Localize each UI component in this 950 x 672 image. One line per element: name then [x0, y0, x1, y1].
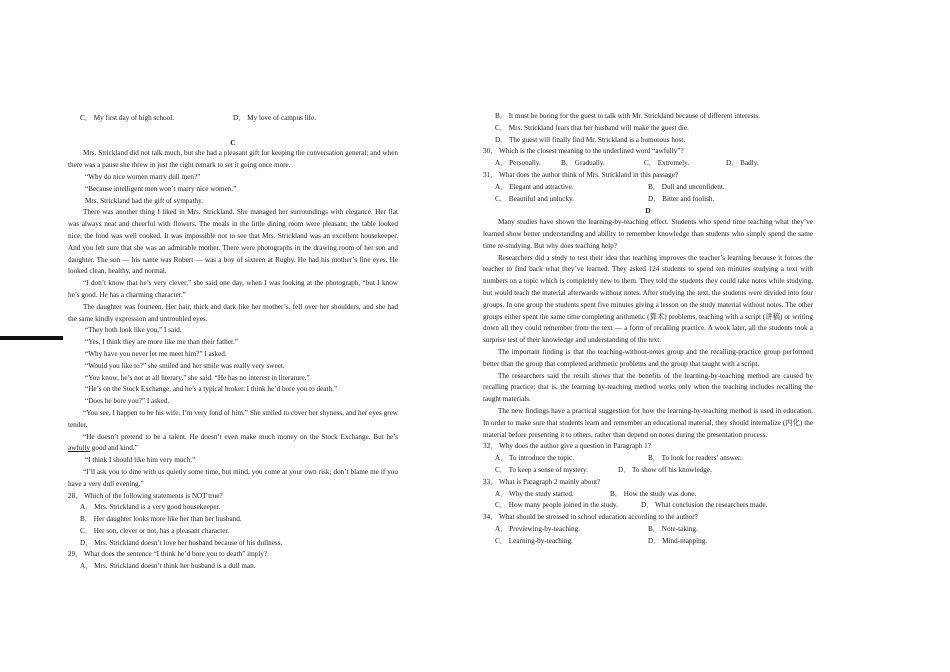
question-31: 31． What does the author think of Mrs. Strickland in this passage?: [483, 170, 679, 179]
dialogue-line: “Why have you never let me meet him?” I asked.: [85, 349, 227, 358]
option: B． Gradually.: [561, 159, 605, 168]
dialogue-line: Mrs. Strickland had the gift of sympathy.: [85, 196, 204, 205]
passage-paragraph: Many studies have shown the learning-by-teaching effect. Students who spend time teaching what they’ve learned show better understanding and ability to remember knowledge than students who simply spend the same time re-studying. But why does teaching help?: [483, 218, 813, 250]
dialogue-line: “I think I should like him very much.”: [85, 456, 196, 465]
prev-options: [68, 113, 398, 125]
option: B． To look for readers’ answer.: [648, 454, 742, 463]
option: A． Mrs. Strickland is a very good housekeeper.: [80, 503, 221, 512]
option: A． Why the study started.: [495, 489, 574, 498]
passage-paragraph: The important finding is that the teaching-without-notes group and the recalling-practice group performed better than the group that completed arithmetic problems and the group that taught with a script.: [483, 347, 813, 368]
option: D． The guest will finally find Mr. Strickland is a humorous host.: [495, 135, 686, 144]
passage-paragraph: The new findings have a practical suggestion for how the learning-by-teaching method is used in education. In order to make sure that students learn and remember an educational material, they should internalize (内化) the material before presenting it to others, rather than depend on notes during the presentation process.: [483, 406, 813, 439]
question-33: 33． What is Paragraph 2 mainly about?: [483, 477, 601, 486]
left-column: [68, 113, 398, 573]
margin-bar: [0, 336, 63, 340]
dialogue-line: “You know, he’s not at all literary,” she said. “He has no interest in literature.”: [85, 373, 310, 382]
option: A． To introduce the topic.: [495, 454, 575, 463]
passage-paragraph: Researchers did a study to test their idea that teaching improves the teacher’s learning because it forces the teacher to find back what they’ve learned. They asked 124 students to spend ten minutes studying a text with numbers on a topic which is completely new to them. They told the students they could take notes while studying, but would teach the material afterwards without notes. After studying the text, the students were divided into four groups. In one group the students spent five minutes giving a lesson on the study material without notes. The other groups either spent the same time completing arithmetic (算术) problems, teaching with a script (讲稿) or writing down all they could remember from the text — a form of recalling practice. A week later, all the students took a surprise test of their knowledge and understanding of the text.: [483, 253, 813, 345]
question-29: 29． What does the sentence “I think he’d bore you to death” imply?: [68, 550, 268, 559]
question-30-options: [483, 158, 813, 170]
option: B． Dull and unconfident.: [648, 182, 725, 191]
option: C． Her son, clever or not, has a pleasant character.: [80, 526, 230, 535]
option: B． It must be boring for the guest to talk with Mr. Strickland because of different interests.: [495, 112, 760, 120]
option: C． Mrs. Strickland fears that her husband will make the guest die.: [495, 123, 689, 132]
option: D． Mind-mapping.: [648, 536, 708, 545]
question-30: 30． Which is the closest meaning to the underlined word “awfully”?: [483, 147, 684, 156]
dialogue-line: “He’s on the Stock Exchange, and he’s a typical broker. I think he’d bore you to death.”: [85, 385, 338, 394]
option: A． Previewing-by-teaching.: [495, 524, 581, 533]
passage-paragraph: Mrs. Strickland did not talk much, but she had a pleasant gift for keeping the conversation general; and when there was a pause she threw in just the right remark to set it going once more.: [68, 149, 398, 170]
question-34-options-cd: [483, 536, 813, 548]
question-33-options-cd: [483, 500, 813, 512]
question-28: 28． Which of the following statements is NOT true?: [68, 491, 223, 500]
question-34-options-ab: [483, 524, 813, 536]
dialogue-line: “Why do nice women marry dull men?”: [85, 172, 201, 181]
option: A． Elegant and attractive.: [495, 182, 574, 191]
question-31-options-ab: [483, 182, 813, 194]
option-c: C． My first day of high school.: [80, 114, 175, 122]
dialogue-line: “They both look like you,” I said.: [85, 326, 182, 335]
question-32-options-cd: [483, 465, 813, 477]
option: B． Her daughter looks more like her than her husband.: [80, 515, 242, 524]
option: D． What conclusion the researchers made.: [641, 501, 768, 510]
option: C． Extremely.: [644, 159, 690, 168]
section-label-d: D: [645, 206, 651, 216]
passage-paragraph: There was another thing I liked in Mrs. Strickland. She managed her surroundings with elegance. Her flat was always neat and cheerful with flowers. The meals in the little dining room were pleasant; the table looked nice; the food was well cooked. It was impossible not to see that Mrs. Strickland was an excellent housekeeper. And you felt sure that she was an admirable mother. There were photographs in the drawing room of her son and daughter. The son — his name was Robert — was a boy of sixteen at Rugby. He had his mother’s fine eyes. He looked clean, healthy, and normal.: [68, 208, 398, 276]
option: C． Beautiful and unlucky.: [495, 194, 574, 203]
question-31-options-cd: [483, 194, 813, 206]
passage-paragraph-awfully: “He doesn’t pretend to be a talent. He doesn’t even make much money on the Stock Exchange. But he’s awfully good and kind.”: [68, 432, 398, 453]
option: A． Mrs. Strickland doesn’t think her husband is a dull man.: [80, 562, 256, 571]
option: C． How many people joined in the study.: [495, 501, 618, 510]
option: D． Bitter and foolish.: [648, 194, 715, 203]
dialogue-line: “Because intelligent men won’t marry nice women.”: [85, 184, 237, 193]
option: B． How the study was done.: [610, 489, 697, 498]
question-32-options-ab: [483, 453, 813, 465]
question-34: 34． What should be stressed in school education according to the author?: [483, 513, 698, 522]
option: D． To show off his knowledge.: [618, 465, 712, 474]
option-d: D． My love of campus life.: [233, 114, 317, 122]
option: D． Badly.: [726, 159, 759, 168]
passage-paragraph: “I don’t know that he’s very clever,” she said one day, when I was looking at the photograph, “but I know he’s good. He has a charming character.”: [68, 279, 398, 299]
option: D． Mrs. Strickland doesn’t love her husband because of his dullness.: [80, 538, 283, 547]
dialogue-line: “Would you like to?” she smiled and her smile was really very sweet.: [85, 361, 285, 370]
passage-paragraph: “You see, I happen to be his wife. I’m very fond of him.” She smiled to cover her shyness, and her eyes grew tender.: [68, 408, 398, 429]
option: C． Learning-by-teaching.: [495, 536, 573, 545]
passage-paragraph: “I’ll ask you to dine with us quietly some time, but mind, you come at your own risk; don’t blame me if you have a very dull evening.”: [68, 467, 398, 488]
section-label-c: C: [230, 137, 236, 147]
spacer: [68, 125, 398, 137]
dialogue-line: “Does he bore you?” I asked.: [85, 397, 170, 406]
option: A． Personally.: [495, 159, 541, 168]
right-column: [483, 111, 813, 547]
option: C． To keep a sense of mystery.: [495, 465, 588, 474]
underlined-word: awfully: [68, 444, 90, 453]
question-32: 32． Why does the author give a question in Paragraph 1?: [483, 442, 651, 451]
passage-paragraph: The daughter was fourteen. Her hair, thick and dark like her mother’s, fell over her shoulders, and she had the same kindly expression and untroubled eyes.: [68, 302, 398, 323]
question-33-options-ab: [483, 489, 813, 501]
option: B． Note-taking.: [648, 524, 698, 533]
passage-paragraph: The researchers said the result shows that the benefits of the learning-by-teaching method are caused by recalling practice; that is, the learning by-teaching method works only when the teaching includes recalling the taught materials.: [483, 371, 813, 404]
dialogue-line: “Yes, I think they are more like me than their father.”: [85, 338, 238, 347]
